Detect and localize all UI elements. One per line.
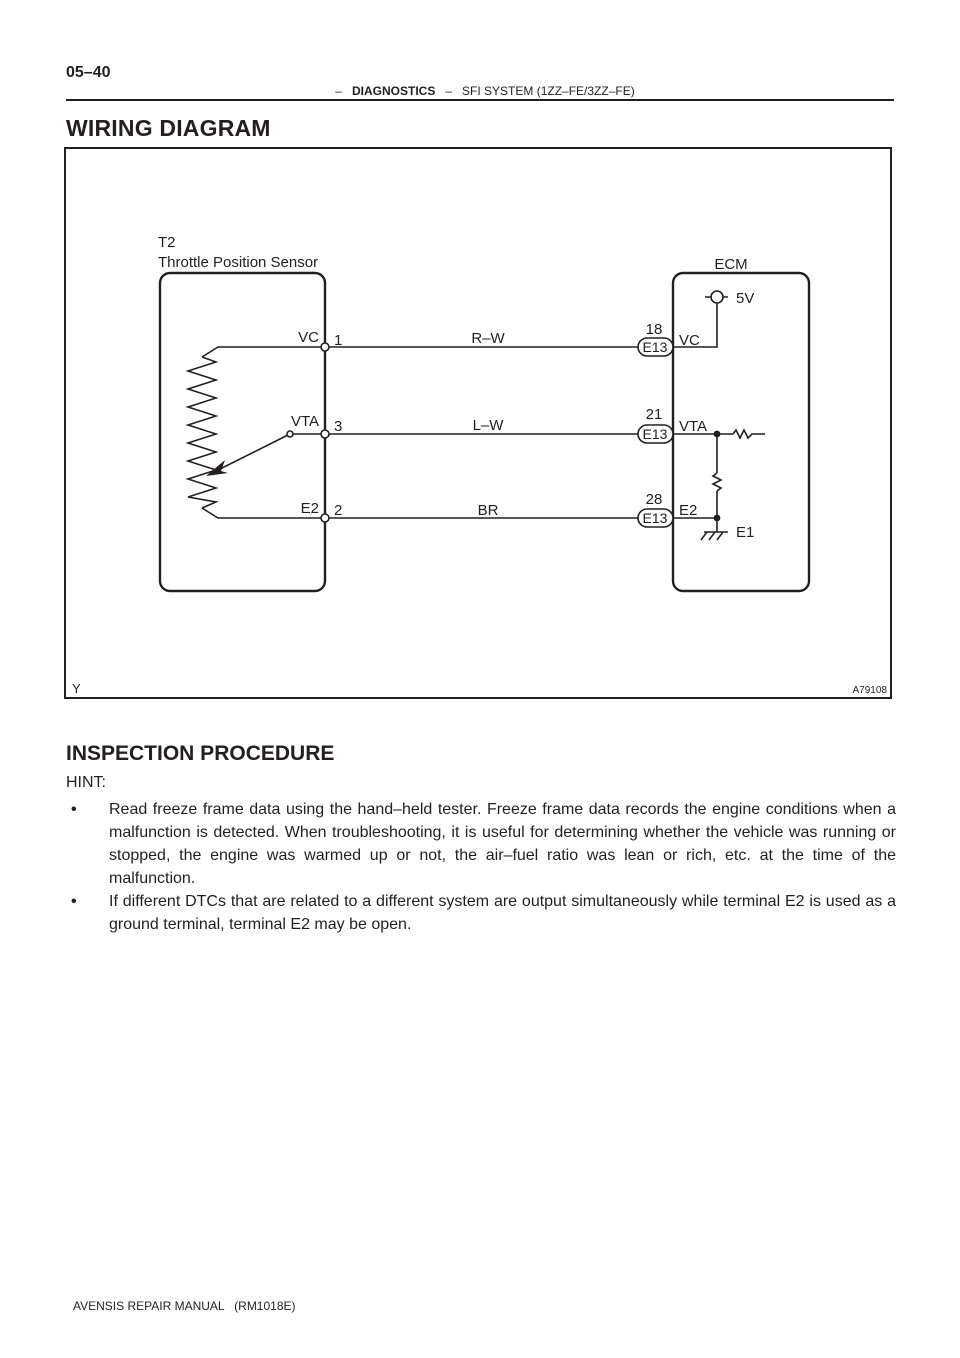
ecm-terminal-label-e2: E2	[679, 502, 698, 519]
wiring-diagram	[64, 147, 892, 699]
ground-hatch-1	[701, 532, 707, 540]
potentiometer-wiper	[212, 434, 290, 473]
hint-bullet-text: If different DTCs that are related to a different system are output simultaneously while terminal E2 is used as a ground terminal, terminal E2 may be open.	[109, 893, 896, 933]
wiring-diagram-heading: WIRING DIAGRAM	[66, 115, 271, 141]
wire-label-r-w: R–W	[471, 330, 505, 347]
ecm-terminal-number-21: 21	[645, 406, 663, 423]
corner-mark: Y	[72, 681, 81, 696]
e2-junction-dot	[714, 515, 721, 522]
vta-junction-dot	[714, 431, 721, 438]
header-subsection: SFI SYSTEM (1ZZ–FE/3ZZ–FE)	[462, 84, 635, 98]
ecm-name: ECM	[714, 256, 748, 273]
vta-contact	[287, 431, 293, 437]
ecm-supply-label: 5V	[736, 290, 755, 307]
hint-bullet	[66, 890, 896, 936]
hint-label: HINT:	[66, 774, 106, 791]
header-title	[0, 84, 960, 98]
ecm-terminal-number-28: 28	[645, 491, 663, 508]
ecm-terminal-number-18: 18	[645, 321, 663, 338]
ecm-ground-label: E1	[736, 524, 755, 541]
ground-hatch-3	[717, 532, 723, 540]
header-section: DIAGNOSTICS	[351, 84, 436, 98]
sensor-pin-label-vc: VC	[298, 329, 319, 346]
ecm-terminal-label-vta: VTA	[679, 418, 708, 435]
sensor-name: Throttle Position Sensor	[158, 254, 319, 271]
header-rule	[66, 99, 894, 101]
wire-label-br: BR	[477, 502, 499, 519]
hint-bullet	[66, 798, 896, 890]
inspection-procedure-heading: INSPECTION PROCEDURE	[66, 742, 335, 765]
ecm-connector-label-e2: E13	[642, 510, 668, 526]
sensor-pin-e2	[321, 514, 329, 522]
sensor-vc-line	[202, 347, 325, 357]
sensor-pin-number-3: 3	[334, 418, 343, 435]
hint-bullet-text: Read freeze frame data using the hand–held tester. Freeze frame data records the engine conditions when a malfunction is detected. When troubleshooting, it is useful for determining whether the vehicle was running or stopped, the engine was warmed up or not, the air–fuel ratio was lean or rich, etc. at the time of the malfunction.	[109, 801, 896, 887]
vta-input-resistor	[733, 430, 765, 438]
vta-pulldown-resistor	[713, 473, 721, 491]
sensor-pin-vc	[321, 343, 329, 351]
sensor-code: T2	[158, 234, 176, 251]
sensor-pin-label-e2: E2	[300, 500, 319, 517]
bullet-marker: •	[71, 801, 77, 818]
footer-manual-title: AVENSIS REPAIR MANUAL (RM1018E)	[73, 1299, 296, 1313]
potentiometer-resistor	[188, 357, 216, 508]
ecm-terminal-label-vc: VC	[679, 332, 700, 349]
ecm-connector-label-vta: E13	[642, 426, 668, 442]
header-separator: –	[445, 84, 453, 98]
sensor-pin-number-2: 2	[334, 502, 343, 519]
header-separator-lead: –	[335, 84, 342, 98]
supply-5v-terminal	[711, 291, 723, 303]
bullet-marker: •	[71, 893, 77, 910]
sensor-pin-vta	[321, 430, 329, 438]
sensor-box	[160, 273, 325, 591]
ground-hatch-2	[709, 532, 715, 540]
wire-label-l-w: L–W	[472, 417, 504, 434]
figure-id: A79108	[852, 685, 887, 696]
page-number: 05–40	[66, 64, 111, 81]
sensor-pin-label-vta: VTA	[290, 413, 319, 430]
sensor-pin-number-1: 1	[334, 332, 343, 349]
ecm-connector-label-vc: E13	[642, 339, 668, 355]
